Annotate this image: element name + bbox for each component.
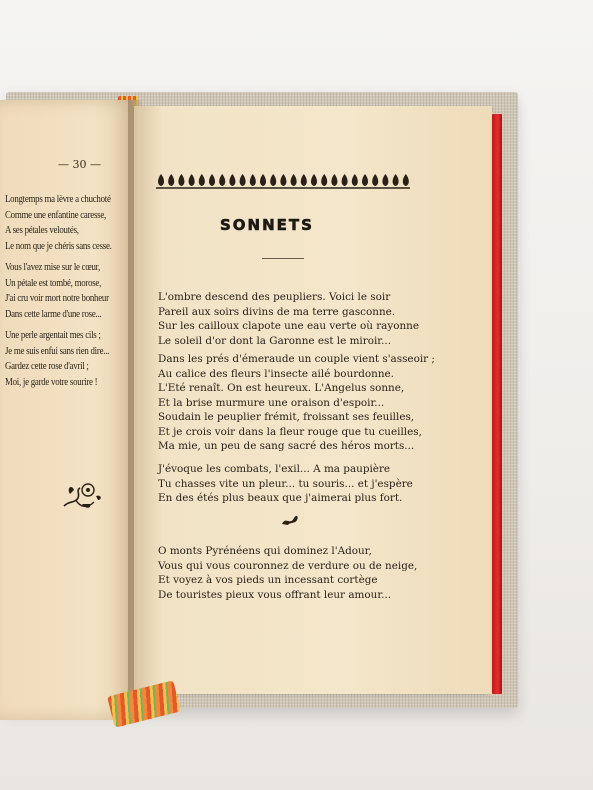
page-number: — 30 — [58, 158, 101, 171]
right-stanza-4 [158, 462, 490, 506]
decorative-header-band-icon [156, 172, 410, 190]
poem-line: J'évoque les combats, l'exil... A ma paupière [158, 463, 391, 475]
band-drop-icon [229, 174, 235, 186]
poem-line: J'ai cru voir mort notre bonheur [5, 293, 109, 304]
poem-line: Vous l'avez mise sur le cœur, [5, 262, 100, 273]
band-drop-icon [260, 174, 266, 186]
title-rule [262, 258, 304, 259]
band-drop-icon [189, 174, 195, 186]
band-drop-icon [240, 174, 246, 186]
band-drop-icon [178, 174, 184, 186]
poem-line: Ma mie, un peu de sang sacré des héros morts... [158, 440, 415, 453]
section-title: SONNETS [220, 216, 314, 234]
band-drop-icon [393, 174, 399, 186]
poem-line: Longtemps ma lèvre a chuchoté [5, 194, 111, 205]
left-stanza-3 [5, 328, 135, 390]
left-stanza-1 [5, 192, 135, 254]
right-stanza-2 [158, 352, 490, 410]
band-drop-icon [311, 174, 317, 186]
poem-line: Moi, je garde votre sourire ! [5, 376, 98, 388]
band-drop-icon [352, 174, 358, 186]
poem-line: Et voyez à vos pieds un incessant cortège [158, 574, 378, 587]
band-drop-icon [362, 174, 368, 186]
poem-line: Au calice des fleurs l'insecte ailé bourdonne. [158, 367, 394, 380]
red-page-edge [492, 114, 502, 694]
band-drop-icon [199, 174, 205, 186]
band-drop-icon [331, 174, 337, 186]
poem-line: O monts Pyrénéens qui dominez l'Adour, [158, 545, 372, 557]
poem-line: Je me suis enfui sans rien dire... [5, 345, 110, 357]
poem-line: Une perle argentait mes cils ; [5, 330, 101, 341]
poem-line: Gardez cette rose d'avril ; [5, 361, 89, 372]
band-drop-icon [209, 174, 215, 186]
poem-line: A ses pétales veloutés, [5, 225, 79, 236]
poem-line: Et je crois voir dans la fleur rouge que tu cueilles, [158, 425, 422, 438]
band-drop-icon [321, 174, 327, 186]
band-drop-icon [280, 174, 286, 186]
poem-line: Un pétale est tombé, morose, [5, 277, 102, 289]
band-drop-icon [301, 174, 307, 186]
band-drop-icon [382, 174, 388, 186]
poem-line: Pareil aux soirs divins de ma terre gasconne. [158, 305, 396, 318]
poem-line: Sur les cailloux clapote une eau verte où rayonne [158, 320, 420, 333]
poem-line: L'ombre descend des peupliers. Voici le soir [158, 291, 391, 303]
band-drop-icon [291, 174, 297, 186]
poem-line: En des étés plus beaux que j'aimerai plus fort. [158, 492, 403, 505]
band-drop-icon [168, 174, 174, 186]
band-drop-icon [158, 174, 164, 186]
band-drop-icon [372, 174, 378, 186]
poem-line: Tu chasses vite un pleur... tu souris... et j'espère [158, 477, 413, 490]
band-drop-icon [342, 174, 348, 186]
poem-line: Soudain le peuplier frémit, froissant ses feuilles, [158, 411, 415, 423]
poem-line: Vous qui vous couronnez de verdure ou de neige, [158, 559, 418, 572]
poem-line: De touristes pieux vous offrant leur amour... [158, 588, 392, 601]
band-drop-icon [250, 174, 256, 186]
band-drop-icon [219, 174, 225, 186]
poem-line: Comme une enfantine caresse, [5, 209, 106, 221]
leaf-fleuron-icon [280, 512, 300, 532]
poem-line: Et la brise murmure une oraison d'espoir... [158, 396, 385, 409]
floral-fleuron-icon [60, 478, 104, 516]
right-stanza-3 [158, 410, 490, 454]
poem-line: Le nom que je chéris sans cesse. [5, 240, 112, 252]
poem-line: Dans les prés d'émeraude un couple vient s'asseoir ; [158, 353, 435, 365]
band-drop-icon [403, 174, 409, 186]
left-stanza-2 [5, 260, 135, 322]
right-stanza-5 [158, 544, 490, 602]
poem-line: Le soleil d'or dont la Garonne est le miroir... [158, 334, 392, 347]
band-drop-icon [270, 174, 276, 186]
poem-line: Dans cette larme d'une rose... [5, 308, 102, 320]
right-stanza-1 [158, 290, 490, 348]
poem-line: L'Eté renaît. On est heureux. L'Angelus sonne, [158, 382, 405, 395]
